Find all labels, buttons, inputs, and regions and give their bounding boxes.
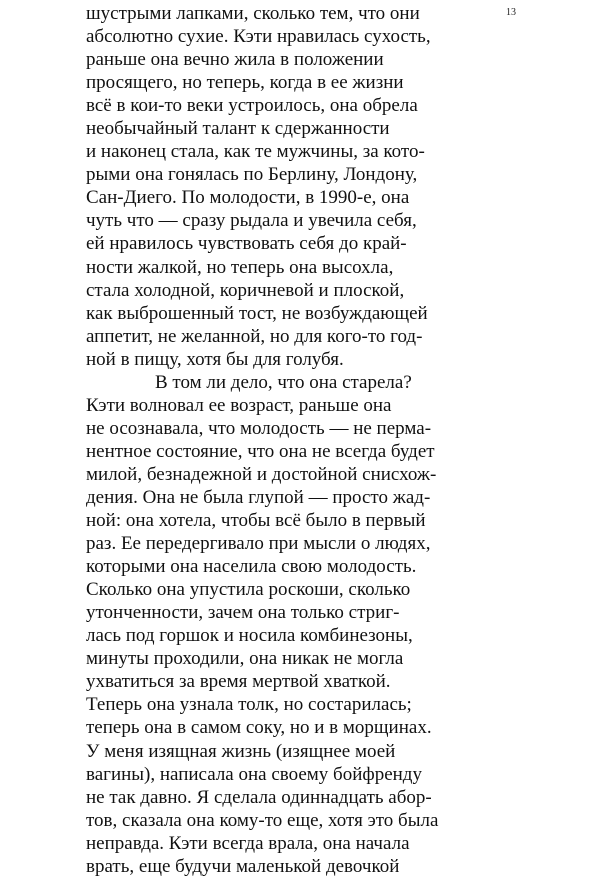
text-line: ей нравилось чувствовать себя до край- xyxy=(86,233,407,255)
page-number: 13 xyxy=(506,7,516,18)
text-line: Теперь она узнала толк, но состарилась; xyxy=(86,694,412,716)
text-line: стала холодной, коричневой и плоской, xyxy=(86,279,405,301)
text-line: шустрыми лапками, сколько тем, что они xyxy=(86,3,420,24)
text-line: милой, безнадежной и достойной снисхож- xyxy=(86,463,437,485)
text-line: утонченности, зачем она только стриг- xyxy=(86,602,400,624)
text-line: нентное состояние, что она не всегда будет xyxy=(86,440,435,462)
text-line: Кэти волновал ее возраст, раньше она xyxy=(86,394,392,416)
text-line: врать, еще будучи маленькой девочкой xyxy=(86,855,400,877)
text-line: Сколько она упустила роскоши, сколько xyxy=(86,579,411,601)
text-line: раньше она вечно жила в положении xyxy=(86,49,384,71)
text-line: раз. Ее передергивало при мысли о людях, xyxy=(86,533,431,555)
text-line: тов, сказала она кому-то еще, хотя это была xyxy=(86,809,439,831)
text-line: и наконец стала, как те мужчины, за кото- xyxy=(86,141,425,163)
text-line: Сан-Диего. По молодости, в 1990-е, она xyxy=(86,187,410,209)
text-line: чуть что — сразу рыдала и увечила себя, xyxy=(86,210,417,232)
body-text xyxy=(86,2,439,878)
text-line: ной в пищу, хотя бы для голубя. xyxy=(86,348,344,370)
text-line: ности жалкой, но теперь она высохла, xyxy=(86,256,394,278)
text-line: вагины), написала она своему бойфренду xyxy=(86,763,422,785)
text-line: рыми она гонялась по Берлину, Лондону, xyxy=(86,164,418,186)
text-line: минуты проходили, она никак не могла xyxy=(86,648,404,670)
text-line: ухватиться за время мертвой хваткой. xyxy=(86,671,391,693)
text-line: не осознавала, что молодость — не перма- xyxy=(86,417,432,439)
text-line: всё в кои-то веки устроилось, она обрела xyxy=(86,95,418,117)
text-line: аппетит, не желанной, но для кого-то год- xyxy=(86,325,423,347)
text-line: абсолютно сухие. Кэти нравилась сухость, xyxy=(86,26,431,48)
text-line: не так давно. Я сделала одиннадцать абор- xyxy=(86,786,432,808)
text-line: ной: она хотела, чтобы всё было в первый xyxy=(86,510,426,532)
text-line: как выброшенный тост, не возбуждающей xyxy=(86,302,428,324)
text-line: которыми она населила свою молодость. xyxy=(86,556,417,578)
text-line: лась под горшок и носила комбинезоны, xyxy=(86,625,413,647)
text-line: дения. Она не была глупой — просто жад- xyxy=(86,486,431,508)
text-line: теперь она в самом соку, но и в морщинах. xyxy=(86,717,432,739)
text-line: просящего, но теперь, когда в ее жизни xyxy=(86,72,404,94)
text-line: неправда. Кэти всегда врала, она начала xyxy=(86,832,410,854)
text-line: У меня изящная жизнь (изящнее моей xyxy=(86,740,396,762)
paragraph-start-line: В том ли дело, что она старела? xyxy=(155,371,412,393)
text-line: необычайный талант к сдержанности xyxy=(86,118,390,140)
